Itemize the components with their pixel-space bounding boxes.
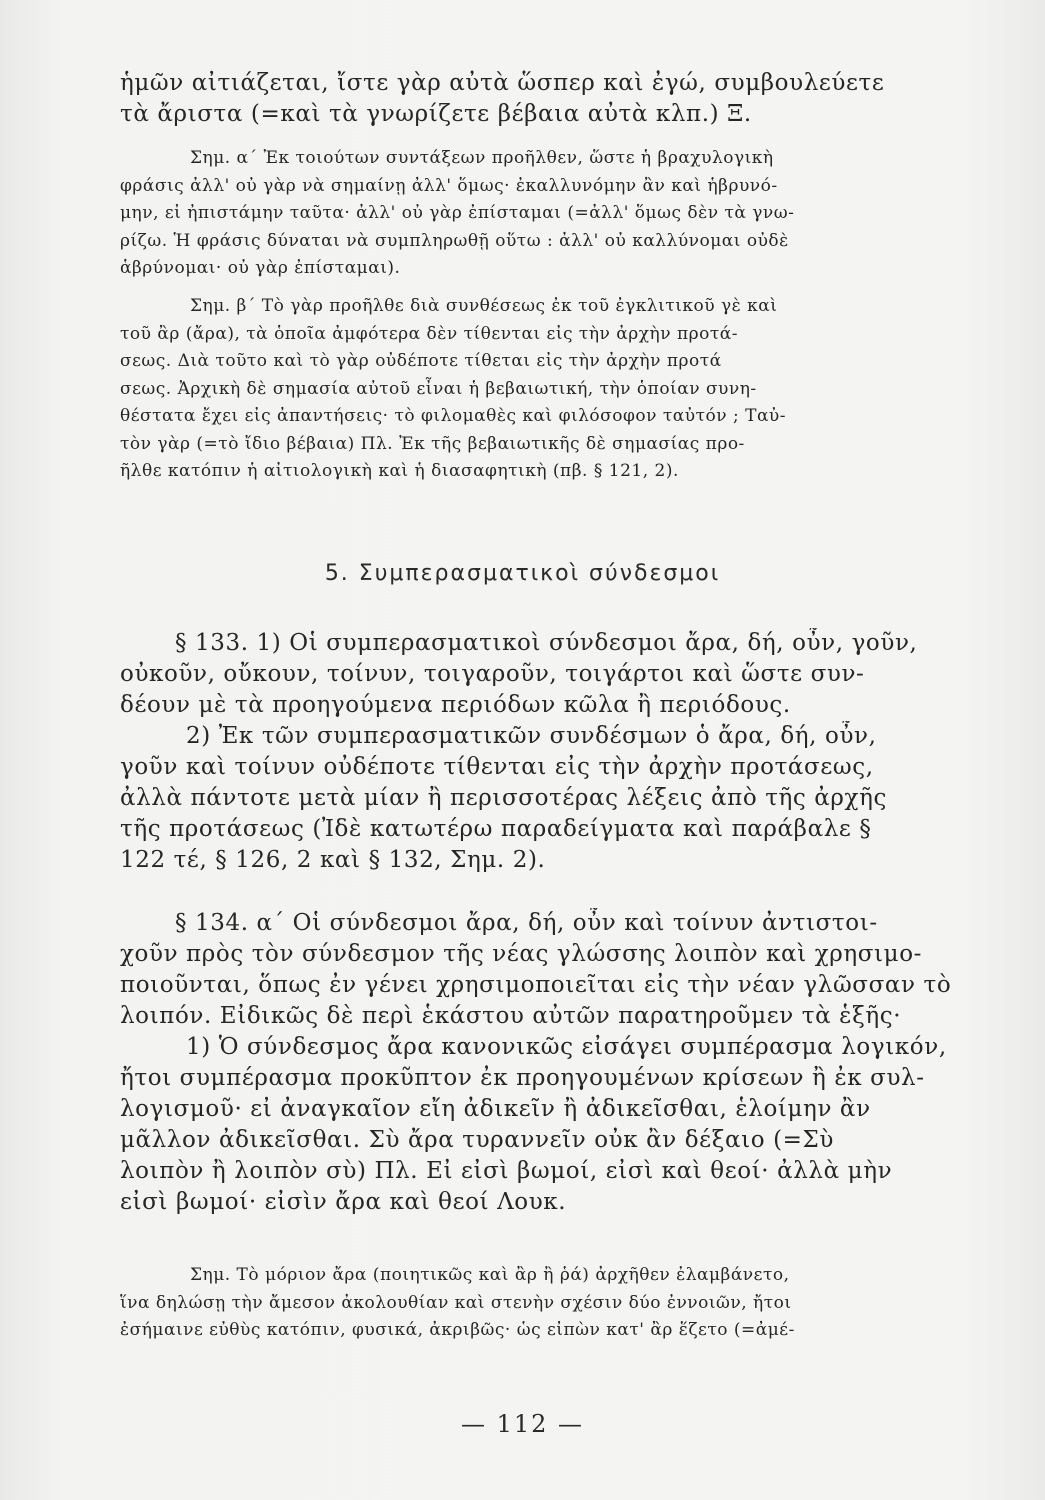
note-line: τὸν γὰρ (=τὸ ἴδιο βέβαια) Πλ. Ἐκ τῆς βεβαιωτικῆς δὲ σημασίας προ-	[120, 433, 745, 454]
text-line: ποιοῦνται, ὅπως ἐν γένει χρησιμοποιεῖται εἰς τὴν νέαν γλῶσσαν τὸ	[120, 972, 952, 998]
paragraph-133	[120, 628, 992, 876]
note-line: ῆλθε κατόπιν ἡ αἰτιολογικὴ καὶ ἡ διασαφητικὴ (πβ. § 121, 2).	[120, 461, 679, 481]
section-heading: 5. Συμπερασματικοὶ σύνδεσμοι	[324, 561, 721, 586]
note-line: ἵνα δηλώσῃ τὴν ἄμεσον ἀκολουθίαν καὶ στενὴν σχέσιν δύο ἐννοιῶν, ἤτοι	[120, 1292, 792, 1313]
text-line: λογισμοῦ· εἰ ἀναγκαῖον εἴη ἀδικεῖν ἢ ἀδικεῖσθαι, ἑλοίμην ἂν	[120, 1096, 871, 1122]
text-line: οὐκοῦν, οὔκουν, τοίνυν, τοιγαροῦν, τοιγάρτοι καὶ ὥστε συν-	[120, 661, 865, 687]
note-line: σεως. Διὰ τοῦτο καὶ τὸ γὰρ οὐδέποτε τίθεται εἰς τὴν ἀρχὴν προτά	[120, 351, 722, 371]
note-line: ἁβρύνομαι· οὐ γὰρ ἐπίσταμαι).	[120, 258, 401, 278]
text-line: 1) Ὁ σύνδεσμος ἄρα κανονικῶς εἰσάγει συμπέρασμα λογικόν,	[186, 1034, 947, 1060]
note-line: φράσις ἀλλ' οὐ γὰρ νὰ σημαίνῃ ἀλλ' ὅμως· ἐκαλλυνόμην ἂν καὶ ἡβρυνό-	[120, 175, 778, 196]
note-gamma	[120, 1262, 992, 1345]
page-number: — 112 —	[460, 1410, 585, 1438]
text-line: 2) Ἐκ τῶν συμπερασματικῶν συνδέσμων ὁ ἄρα, δή, οὖν,	[186, 723, 877, 749]
note-line: Σημ. α΄ Ἐκ τοιούτων συντάξεων προῆλθεν, ὥστε ἡ βραχυλογικὴ	[190, 148, 774, 168]
continuation-paragraph	[120, 68, 992, 130]
text-line: § 134. α΄ Οἱ σύνδεσμοι ἄρα, δή, οὖν καὶ τοίνυν ἀντιστοι-	[175, 910, 878, 936]
note-alpha	[120, 145, 992, 283]
text-line: εἰσὶ βωμοί· εἰσὶν ἄρα καὶ θεοί Λουκ.	[120, 1189, 567, 1215]
text-line: 122 τέ, § 126, 2 καὶ § 132, Σημ. 2).	[120, 847, 546, 873]
text-line: ἀλλὰ πάντοτε μετὰ μίαν ἢ περισσοτέρας λέξεις ἀπὸ τῆς ἀρχῆς	[120, 785, 887, 811]
text-line: μᾶλλον ἀδικεῖσθαι. Σὺ ἄρα τυραννεῖν οὐκ ἂν δέξαιο (=Σὺ	[120, 1127, 834, 1153]
note-line: θέστατα ἔχει εἰς ἀπαντήσεις· τὸ φιλομαθὲς καὶ φιλόσοφον ταὐτόν ; Ταὐ-	[120, 406, 787, 426]
text-line: λοιπόν. Εἰδικῶς δὲ περὶ ἑκάστου αὐτῶν παρατηροῦμεν τὰ ἑξῆς·	[120, 1003, 902, 1029]
text-line: χοῦν πρὸς τὸν σύνδεσμον τῆς νέας γλώσσης λοιπὸν καὶ χρησιμο-	[120, 941, 923, 967]
note-line: μην, εἰ ἠπιστάμην ταῦτα· ἀλλ' οὐ γὰρ ἐπίσταμαι (=ἀλλ' ὅμως δὲν τὰ γνω-	[120, 203, 795, 223]
text-line: ἡμῶν αἰτιάζεται, ἴστε γὰρ αὐτὰ ὥσπερ καὶ ἐγώ, συμβουλεύετε	[120, 70, 885, 96]
note-line: Σημ. Τὸ μόριον ἄρα (ποιητικῶς καὶ ἂρ ἢ ῥά) ἀρχῆθεν ἐλαμβάνετο,	[190, 1265, 790, 1285]
note-line: ἐσήμαινε εὐθὺς κατόπιν, φυσικά, ἀκριβῶς· ὡς εἰπὼν κατ' ἂρ ἕζετο (=ἀμέ-	[120, 1320, 795, 1340]
text-line: δέουν μὲ τὰ προηγούμενα περιόδων κῶλα ἢ περιόδους.	[120, 692, 791, 718]
note-line: τοῦ ἂρ (ἄρα), τὰ ὁποῖα ἀμφότερα δὲν τίθενται εἰς τὴν ἀρχὴν προτά-	[120, 323, 738, 344]
note-line: σεως. Ἀρχικὴ δὲ σημασία αὐτοῦ εἶναι ἡ βεβαιωτική, τὴν ὁποίαν συνη-	[120, 378, 757, 399]
text-line: τῆς προτάσεως (Ἰδὲ κατωτέρω παραδείγματα καὶ παράβαλε §	[120, 816, 872, 842]
text-line: τὰ ἄριστα (=καὶ τὰ γνωρίζετε βέβαια αὐτὰ κλπ.) Ξ.	[120, 101, 752, 127]
text-line: γοῦν καὶ τοίνυν οὐδέποτε τίθενται εἰς τὴν ἀρχὴν προτάσεως,	[120, 754, 874, 780]
note-line: ρίζω. Ἡ φράσις δύναται νὰ συμπληρωθῇ οὕτω : ἀλλ' οὐ καλλύνομαι οὐδὲ	[120, 230, 789, 251]
text-line: λοιπὸν ἢ λοιπὸν σὺ) Πλ. Εἰ εἰσὶ βωμοί, εἰσὶ καὶ θεοί· ἀλλὰ μὴν	[120, 1158, 893, 1184]
paragraph-134	[120, 908, 992, 1218]
note-beta	[120, 293, 992, 486]
text-line: § 133. 1) Οἱ συμπερασματικοὶ σύνδεσμοι ἄρα, δή, οὖν, γοῦν,	[175, 630, 918, 656]
text-line: ἤτοι συμπέρασμα προκῦπτον ἐκ προηγουμένων κρίσεων ἢ ἐκ συλ-	[120, 1065, 925, 1091]
note-line: Σημ. β΄ Τὸ γὰρ προῆλθε διὰ συνθέσεως ἐκ τοῦ ἐγκλιτικοῦ γὲ καὶ	[190, 296, 778, 316]
